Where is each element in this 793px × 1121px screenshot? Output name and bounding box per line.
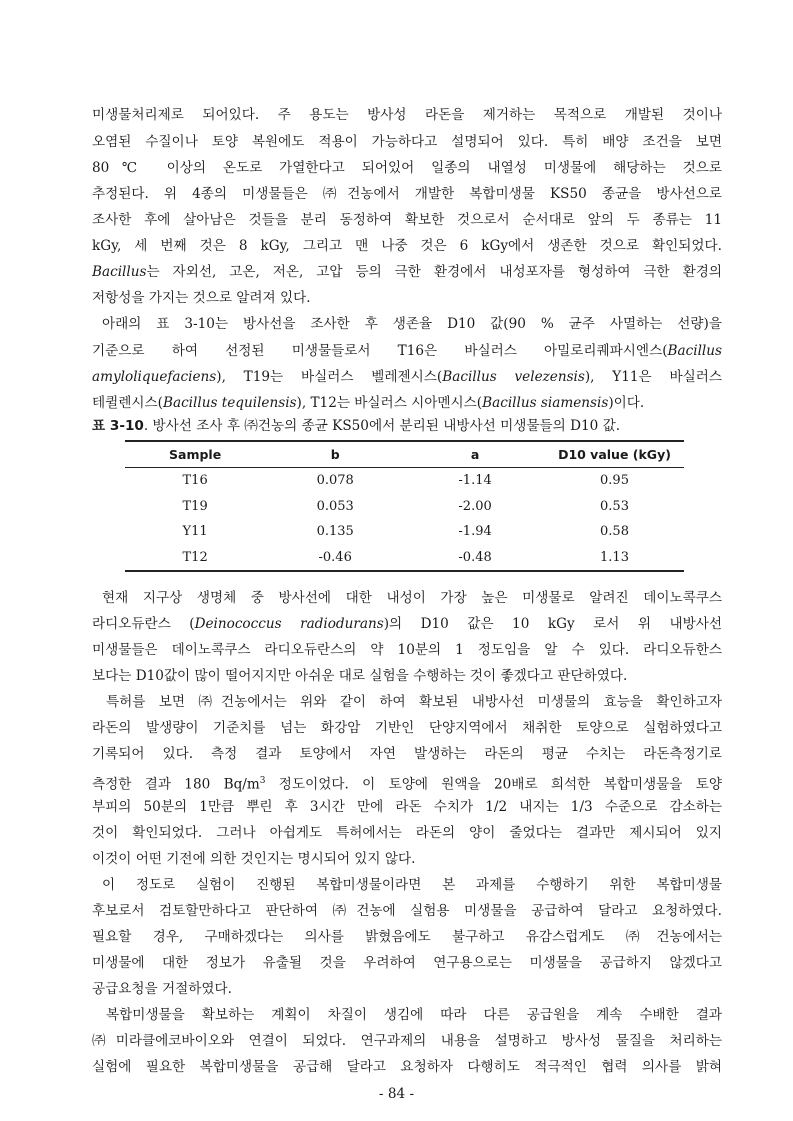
table-cell: -1.94 (458, 524, 492, 540)
table-caption-label: 표 3-10 (92, 418, 144, 434)
table-cell: -0.48 (405, 545, 545, 572)
d10-table (125, 440, 684, 572)
body-text-line: kGy, 세 번째 것은 8 kGy, 그리고 맨 나중 것은 6 kGy에서 생존한 것으로 확인되었다. (92, 238, 722, 254)
table-cell: -1.14 (458, 473, 492, 489)
body-text-line: Bacillus는 자외선, 고온, 저온, 고압 등의 극한 환경에서 내성포자를 형성하여 극한 환경의 (92, 264, 722, 280)
table-row (125, 545, 684, 572)
species-name: Bacillus tequilensis (162, 395, 297, 411)
body-text-line: 기록되어 있다. 측정 결과 토양에서 자연 발생하는 라돈의 평균 수치는 라돈측정기로 (92, 746, 722, 762)
table-cell: -2.00 (458, 498, 492, 514)
body-text-line: 것이 확인되었다. 그러나 아쉽게도 특허에서는 라돈의 양이 줄었다는 결과만 제시되어 있지 (92, 825, 722, 841)
table-row (125, 468, 684, 494)
body-text-line: 실험에 필요한 복합미생물을 공급해 달라고 요청하자 다행히도 적극적인 협력 의사를 밝혀 (92, 1059, 722, 1075)
species-name: Deinococcus radiodurans (194, 616, 384, 632)
body-text-line: 공급요청을 거절하였다. (92, 981, 232, 997)
species-name: Bacillus (667, 343, 722, 359)
table-cell: 0.58 (600, 524, 629, 540)
table-cell: 1.13 (545, 545, 684, 572)
page-number: - 84 - (378, 1086, 415, 1102)
body-text-line: 후보로서 검토할만하다고 판단하여 ㈜건농에 실험용 미생물을 공급하여 달라고 요청하였다. (92, 903, 722, 919)
body-text-line: 미생물처리제로 되어있다. 주 용도는 방사성 라돈을 제거하는 목적으로 개발된 것이나 (92, 107, 722, 123)
body-text-line: 특허를 보면 ㈜건농에서는 위와 같이 하여 확보된 내방사선 미생물의 효능을 확인하고자 (106, 694, 722, 710)
body-text-line: 조사한 후에 살아남은 것들을 분리 동정하여 확보한 것으로서 순서대로 앞의 두 종류는 11 (92, 212, 722, 228)
body-text-line: 미생물들은 데이노콕쿠스 라디오듀란스의 약 10분의 1 정도임을 알 수 있다. 라디오듀한스 (92, 642, 722, 658)
body-text-line: 라디오듀란스 (Deinococcus radiodurans)의 D10 값은 10 kGy 로서 위 내방사선 (92, 616, 723, 632)
body-text-line: 이것이 어떤 기전에 의한 것인지는 명시되어 있지 않다. (92, 851, 416, 867)
species-name: Bacillus siamensis (482, 395, 609, 411)
table-cell: 0.135 (316, 524, 354, 540)
column-header: b (265, 441, 405, 468)
body-text-line: ㈜미라클에코바이오와 연결이 되었다. 연구과제의 내용을 설명하고 방사성 물질을 처리하는 (92, 1033, 722, 1049)
table-cell: 0.053 (316, 498, 354, 514)
column-header: a (405, 441, 545, 468)
body-text-line: 복합미생물을 확보하는 계획이 차질이 생김에 따라 다른 공급원을 계속 수배한 결과 (106, 1007, 722, 1023)
species-name: amyloliquefaciens (92, 369, 217, 385)
species-name: Bacillus (92, 264, 147, 280)
table-cell: T12 (125, 545, 265, 572)
table-cell: -0.46 (265, 545, 405, 572)
body-text-line: 저항성을 가지는 것으로 알려져 있다. (92, 290, 311, 306)
species-name: Bacillus velezensis (442, 369, 585, 385)
body-text-line: 현재 지구상 생명체 중 방사선에 대한 내성이 가장 높은 미생물로 알려진 데이노콕쿠스 (102, 590, 722, 606)
body-text-line: 부피의 50분의 1만큼 뿌린 후 3시간 만에 라돈 수치가 1/2 내지는 1/3 수준으로 감소하는 (92, 799, 722, 815)
body-text-line: 오염된 수질이나 토양 복원에도 적용이 가능하다고 설명되어 있다. 특히 배양 조건을 보면 (92, 134, 722, 150)
body-text-line: 80℃ 이상의 온도로 가열한다고 되어있어 일종의 내열성 미생물에 해당하는 것으로 (92, 160, 722, 176)
body-text-line: 추정된다. 위 4종의 미생물들은 ㈜건농에서 개발한 복합미생물 KS50 종균을 방사선으로 (92, 186, 722, 202)
body-text-line: 보다는 D10값이 많이 떨어지지만 아쉬운 대로 실험을 수행하는 것이 좋겠다고 판단하였다. (92, 668, 628, 684)
table-cell: 0.53 (600, 498, 629, 514)
body-text-line: 측정한 결과 180 $Bq/m^3$ 정도이었다. 이 토양에 원액을 20배로 희석한 복합미생물을 토양 (92, 776, 722, 793)
table-header-row (125, 441, 684, 468)
body-text-line: 이 정도로 실험이 진행된 복합미생물이라면 본 과제를 수행하기 위한 복합미생물 (102, 877, 722, 893)
column-header: D10 value (kGy) (545, 441, 684, 468)
column-header: Sample (125, 441, 265, 468)
body-text-line: 라돈의 발생량이 기준치를 넘는 화강암 기반인 단양지역에서 채취한 토양으로 실험하였다고 (92, 720, 722, 736)
body-text-line: 기준으로 하여 선정된 미생물들로서 T16은 바실러스 아밀로리퀘파시엔스(Bacillus (92, 343, 722, 359)
table-row (125, 494, 684, 520)
table-row (125, 519, 684, 545)
body-text-line: 필요할 경우, 구매하겠다는 의사를 밝혔음에도 불구하고 유감스럽게도 ㈜건농에서는 (92, 929, 722, 945)
body-text-line: 아래의 표 3-10는 방사선을 조사한 후 생존율 D10 값(90 % 균주 사멸하는 선량)을 (102, 316, 722, 332)
table-cell: T16 (182, 473, 208, 489)
table-cell: 0.95 (600, 473, 629, 489)
table-cell: 0.078 (316, 473, 354, 489)
body-text-line: 미생물에 대한 정보가 유출될 것을 우려하여 연구용으로는 미생물을 공급하지 않겠다고 (92, 955, 722, 971)
body-text-line: 테퀼렌시스(Bacillus tequilensis), T12는 바실러스 시아멘시스(Bacillus siamensis)이다. (92, 395, 645, 411)
body-text-line: amyloliquefaciens), T19는 바실러스 벨레젠시스(Bacillus velezensis), Y11은 바실러스 (92, 369, 722, 385)
table-cell: T19 (182, 498, 208, 514)
table-caption: 표 3-10. 방사선 조사 후 ㈜건농의 종균 KS50에서 분리된 내방사선 미생물들의 D10 값. (92, 418, 621, 434)
table-cell: Y11 (182, 524, 208, 540)
